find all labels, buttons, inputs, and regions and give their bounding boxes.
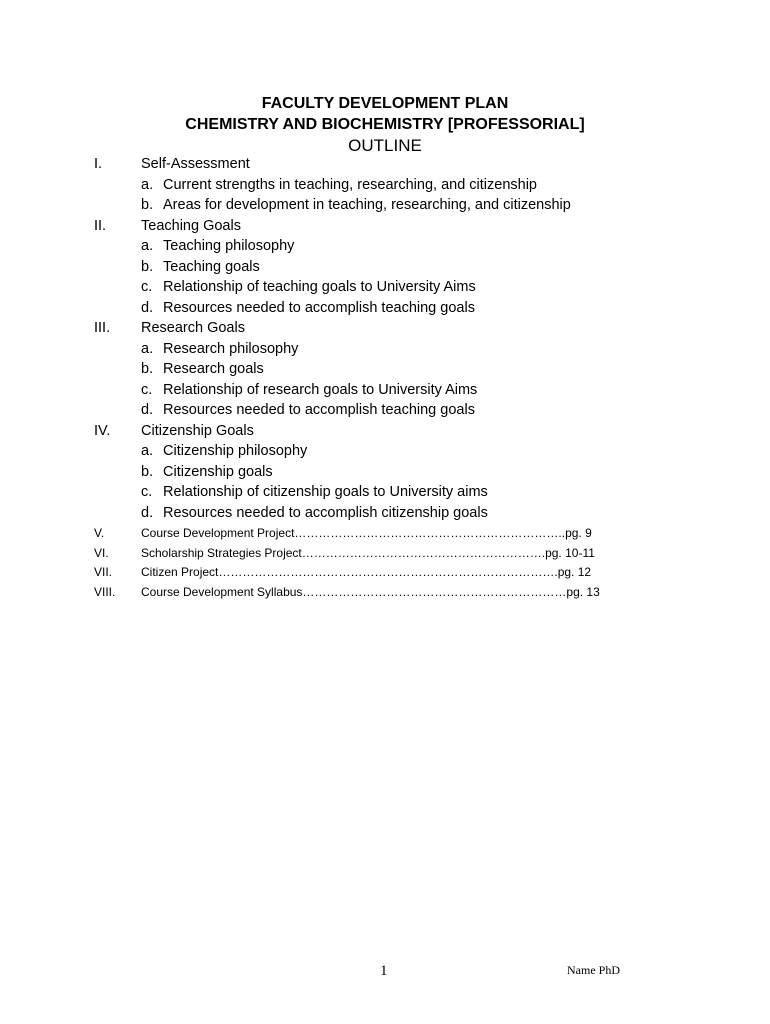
subsection-item: [141, 462, 714, 483]
subsection-text: Citizenship goals: [163, 463, 273, 480]
toc-text: Citizen Project………………………………………………………………………….pg. 12: [141, 565, 592, 579]
subsection-letter: b.: [141, 361, 154, 377]
section-numeral: II.: [94, 217, 107, 234]
outline-list: [94, 154, 714, 523]
subsection-letter: a.: [141, 340, 154, 357]
section-title: Citizenship Goals: [141, 422, 254, 439]
subsection-letter: b.: [141, 258, 154, 275]
subsection-text: Resources needed to accomplish teaching goals: [163, 402, 475, 418]
subsection-text: Resources needed to accomplish citizenship goals: [163, 504, 488, 521]
footer-author: Name PhD: [567, 963, 620, 977]
subsection-item: [141, 277, 714, 298]
subsection-letter: a.: [141, 443, 154, 459]
subsection-item: [141, 503, 714, 524]
subsection-letter: b.: [141, 463, 154, 480]
section-title: Research Goals: [141, 320, 245, 336]
document-title: FACULTY DEVELOPMENT PLAN: [261, 95, 509, 112]
subsection-letter: a.: [141, 176, 154, 193]
section-title: Self-Assessment: [141, 156, 250, 172]
section-numeral: IV.: [94, 422, 111, 439]
subsection-text: Research philosophy: [163, 340, 299, 357]
outline-heading: OUTLINE: [348, 136, 422, 155]
toc-text: Course Development Project…………………………………………………………..pg. 9: [141, 526, 592, 540]
subsection-text: Teaching philosophy: [163, 238, 295, 254]
subsection-letter: b.: [141, 197, 154, 213]
section-title: Teaching Goals: [141, 217, 241, 234]
subsection-letter: c.: [141, 279, 153, 295]
toc-text: Course Development Syllabus…………………………………………………………pg. 13: [141, 584, 600, 599]
subsection-item: [141, 236, 714, 257]
toc-numeral: VIII.: [94, 584, 116, 599]
subsection-text: Relationship of research goals to University Aims: [163, 381, 478, 398]
subsection-list: [94, 175, 714, 216]
toc-text: Scholarship Strategies Project…………………………………………………….pg. 10-11: [141, 545, 595, 560]
toc-numeral: VI.: [94, 545, 109, 560]
subsection-item: [141, 339, 714, 360]
subsection-text: Citizenship philosophy: [163, 443, 308, 459]
subsection-text: Relationship of citizenship goals to University aims: [163, 484, 488, 500]
section-numeral: I.: [94, 156, 103, 172]
document-header: [0, 93, 770, 156]
subsection-letter: d.: [141, 299, 154, 316]
outline-section: [94, 216, 714, 319]
subsection-item: [141, 257, 714, 278]
subsection-item: [141, 195, 714, 216]
subsection-item: [141, 400, 714, 421]
subsection-letter: c.: [141, 381, 153, 398]
subsection-text: Teaching goals: [163, 258, 260, 275]
subsection-letter: d.: [141, 402, 154, 418]
toc-entry: [94, 583, 714, 603]
subsection-item: [141, 441, 714, 462]
subsection-letter: d.: [141, 504, 154, 521]
subsection-list: [94, 441, 714, 523]
subsection-item: [141, 175, 714, 196]
section-numeral: III.: [94, 320, 111, 336]
outline-section: [94, 318, 714, 421]
document-subtitle: CHEMISTRY AND BIOCHEMISTRY [PROFESSORIAL]: [185, 116, 585, 133]
page-number: 1: [380, 963, 388, 979]
subsection-text: Research goals: [163, 361, 264, 377]
subsection-item: [141, 482, 714, 503]
subsection-letter: a.: [141, 238, 154, 254]
toc-entry: [94, 524, 714, 544]
toc-numeral: VII.: [94, 565, 113, 579]
table-of-contents: [94, 524, 714, 602]
toc-entry: [94, 563, 714, 583]
subsection-text: Resources needed to accomplish teaching goals: [163, 299, 475, 316]
subsection-text: Current strengths in teaching, researching, and citizenship: [163, 176, 537, 193]
subsection-text: Relationship of teaching goals to University Aims: [163, 279, 476, 295]
toc-entry: [94, 544, 714, 564]
subsection-list: [94, 339, 714, 421]
subsection-item: [141, 380, 714, 401]
subsection-item: [141, 359, 714, 380]
outline-section: [94, 421, 714, 524]
outline-section: [94, 154, 714, 216]
toc-numeral: V.: [94, 526, 105, 540]
subsection-list: [94, 236, 714, 318]
subsection-text: Areas for development in teaching, researching, and citizenship: [163, 197, 571, 213]
subsection-item: [141, 298, 714, 319]
subsection-letter: c.: [141, 484, 153, 500]
